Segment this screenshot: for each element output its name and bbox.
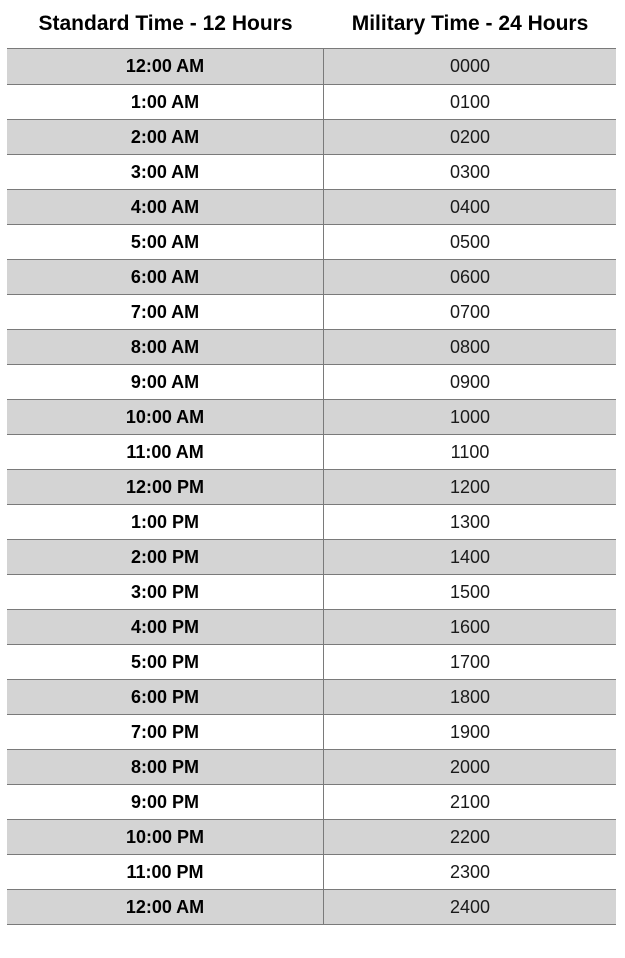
military-time-cell: 1400	[449, 546, 491, 567]
table-row	[7, 889, 616, 924]
table-row	[7, 819, 616, 854]
military-time-cell: 1800	[449, 686, 491, 707]
standard-time-cell: 10:00 PM	[7, 820, 324, 854]
military-time-cell: 0500	[449, 231, 491, 252]
standard-time-cell: 3:00 AM	[7, 155, 324, 189]
military-time-cell: 0400	[449, 196, 491, 217]
table-row	[7, 224, 616, 259]
standard-time-cell: 5:00 AM	[7, 225, 324, 259]
standard-time-cell: 8:00 AM	[7, 330, 324, 364]
standard-time-cell: 7:00 AM	[7, 295, 324, 329]
table-row	[7, 504, 616, 539]
table-row	[7, 84, 616, 119]
standard-time-cell: 2:00 AM	[7, 120, 324, 154]
military-time-cell: 1200	[449, 476, 491, 497]
table-row	[7, 644, 616, 679]
military-time-cell: 1700	[449, 651, 491, 672]
standard-time-cell: 2:00 PM	[7, 540, 324, 574]
military-time-cell: 1300	[449, 511, 491, 532]
table-row	[7, 154, 616, 189]
standard-time-cell: 11:00 PM	[7, 855, 324, 889]
military-time-cell: 1900	[449, 721, 491, 742]
table-row	[7, 679, 616, 714]
table-row	[7, 749, 616, 784]
standard-time-cell: 1:00 AM	[7, 85, 324, 119]
standard-time-cell: 6:00 AM	[7, 260, 324, 294]
standard-time-cell: 6:00 PM	[7, 680, 324, 714]
table-row	[7, 119, 616, 154]
military-time-cell: 2000	[449, 756, 491, 777]
standard-time-cell: 5:00 PM	[7, 645, 324, 679]
table-row	[7, 329, 616, 364]
table-header-row	[7, 0, 616, 48]
military-time-cell: 0100	[449, 91, 491, 112]
standard-time-cell: 9:00 AM	[7, 365, 324, 399]
table-row	[7, 189, 616, 224]
standard-time-cell: 8:00 PM	[7, 750, 324, 784]
time-conversion-table	[7, 0, 616, 925]
table-body	[7, 48, 616, 925]
table-row	[7, 49, 616, 84]
standard-time-cell: 1:00 PM	[7, 505, 324, 539]
header-standard-time: Standard Time - 12 Hours	[38, 12, 293, 35]
military-time-cell: 0600	[449, 266, 491, 287]
standard-time-cell: 10:00 AM	[7, 400, 324, 434]
table-row	[7, 714, 616, 749]
table-row	[7, 434, 616, 469]
table-row	[7, 539, 616, 574]
standard-time-cell: 4:00 AM	[7, 190, 324, 224]
military-time-cell: 0200	[449, 126, 491, 147]
military-time-cell: 0800	[449, 336, 491, 357]
standard-time-cell: 9:00 PM	[7, 785, 324, 819]
military-time-cell: 2300	[449, 861, 491, 882]
table-row	[7, 364, 616, 399]
standard-time-cell: 11:00 AM	[7, 435, 324, 469]
standard-time-cell: 7:00 PM	[7, 715, 324, 749]
military-time-cell: 1000	[449, 406, 491, 427]
standard-time-cell: 12:00 AM	[7, 49, 324, 84]
table-row	[7, 784, 616, 819]
standard-time-cell: 12:00 PM	[7, 470, 324, 504]
table-row	[7, 259, 616, 294]
table-row	[7, 854, 616, 889]
table-row	[7, 609, 616, 644]
military-time-cell: 0300	[449, 161, 491, 182]
standard-time-cell: 12:00 AM	[7, 890, 324, 924]
table-row	[7, 574, 616, 609]
military-time-cell: 1500	[449, 581, 491, 602]
header-military-time: Military Time - 24 Hours	[351, 12, 589, 35]
military-time-cell: 1600	[449, 616, 491, 637]
standard-time-cell: 4:00 PM	[7, 610, 324, 644]
military-time-cell: 2200	[449, 826, 491, 847]
military-time-cell: 2100	[449, 791, 491, 812]
table-row	[7, 294, 616, 329]
table-row	[7, 399, 616, 434]
military-time-cell: 2400	[449, 896, 491, 917]
military-time-cell: 1100	[450, 441, 490, 462]
table-row	[7, 469, 616, 504]
military-time-cell: 0000	[449, 56, 491, 76]
military-time-cell: 0900	[449, 371, 491, 392]
standard-time-cell: 3:00 PM	[7, 575, 324, 609]
military-time-cell: 0700	[449, 301, 491, 322]
